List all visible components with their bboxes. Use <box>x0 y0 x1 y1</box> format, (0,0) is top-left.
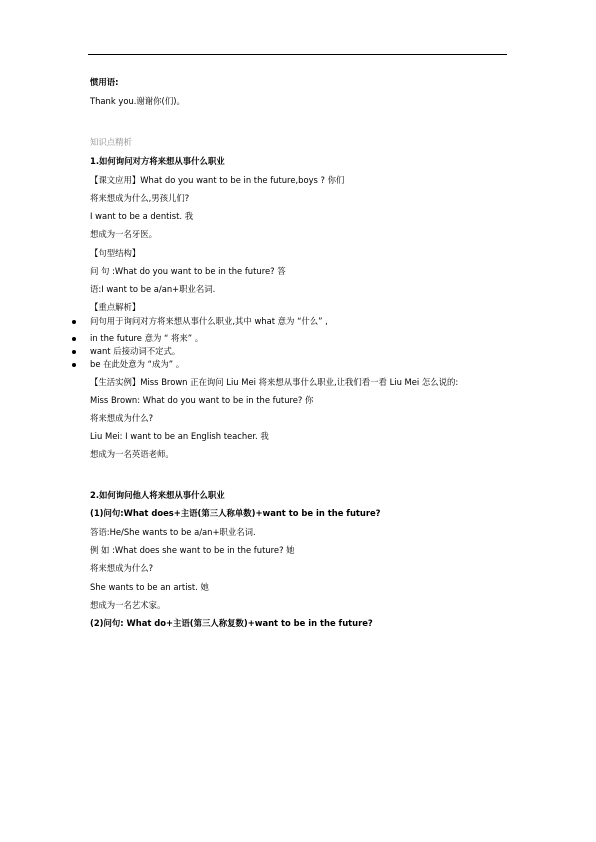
point2-question2: (2)问句: What do+主语(第三人称复数)+want to be in the future? <box>90 618 373 628</box>
point1-app-line4: 想成为一名牙医。 <box>90 229 157 239</box>
point2-example-line4: 想成为一名艺术家。 <box>90 600 166 610</box>
idioms-heading: 惯用语: <box>90 77 119 87</box>
analysis-bullet-4: be 在此处意为 “成为” 。 <box>90 359 185 369</box>
point1-title: 1.如何询问对方将来想从事什么职业 <box>90 156 225 166</box>
idiom-thank-you: Thank you.谢谢你(们)。 <box>90 96 185 106</box>
point2-question1: (1)问句:What does+主语(第三人称单数)+want to be in the future? <box>90 508 381 518</box>
point1-app-line1: 【课文应用】What do you want to be in the future,boys ? 你们 <box>90 175 345 185</box>
life-line5: 想成为一名英语老师。 <box>90 449 174 459</box>
analysis-tag: 【重点解析】 <box>90 302 141 312</box>
section-label: 知识点精析 <box>90 137 132 147</box>
bullet-dot <box>72 337 76 341</box>
analysis-bullet-3: want 后接动词不定式。 <box>90 346 181 356</box>
header-rule <box>88 54 507 55</box>
point2-title: 2.如何询问他人将来想从事什么职业 <box>90 490 225 500</box>
bullet-dot <box>72 363 76 367</box>
analysis-bullet-2: in the future 意为 “ 将来” 。 <box>90 333 204 343</box>
structure-tag: 【句型结构】 <box>90 248 141 258</box>
life-line3: 将来想成为什么? <box>90 413 154 423</box>
point2-example-line1: 例 如 :What does she want to be in the future? 她 <box>90 545 295 555</box>
life-line4: Liu Mei: I want to be an English teacher. 我 <box>90 431 269 441</box>
bullet-dot <box>72 320 76 324</box>
point2-example-line3: She wants to be an artist. 她 <box>90 582 209 592</box>
point1-app-line2: 将来想成为什么,男孩儿们? <box>90 193 190 203</box>
structure-line2: 语:I want to be a/an+职业名词. <box>90 284 216 294</box>
life-line2: Miss Brown: What do you want to be in the future? 你 <box>90 395 314 405</box>
bullet-dot <box>72 350 76 354</box>
point1-app-line3: I want to be a dentist. 我 <box>90 211 194 221</box>
structure-line1: 问 句 :What do you want to be in the future? 答 <box>90 266 286 276</box>
life-line1: 【生活实例】Miss Brown 正在询问 Liu Mei 将来想从事什么职业,让我们看一看 Liu Mei 怎么说的: <box>90 377 459 387</box>
point2-example-line2: 将来想成为什么? <box>90 563 154 573</box>
point2-answer1: 答语:He/She wants to be a/an+职业名词. <box>90 527 256 537</box>
analysis-bullet-1: 问句用于询问对方将来想从事什么职业,其中 what 意为 “什么” , <box>90 316 328 326</box>
